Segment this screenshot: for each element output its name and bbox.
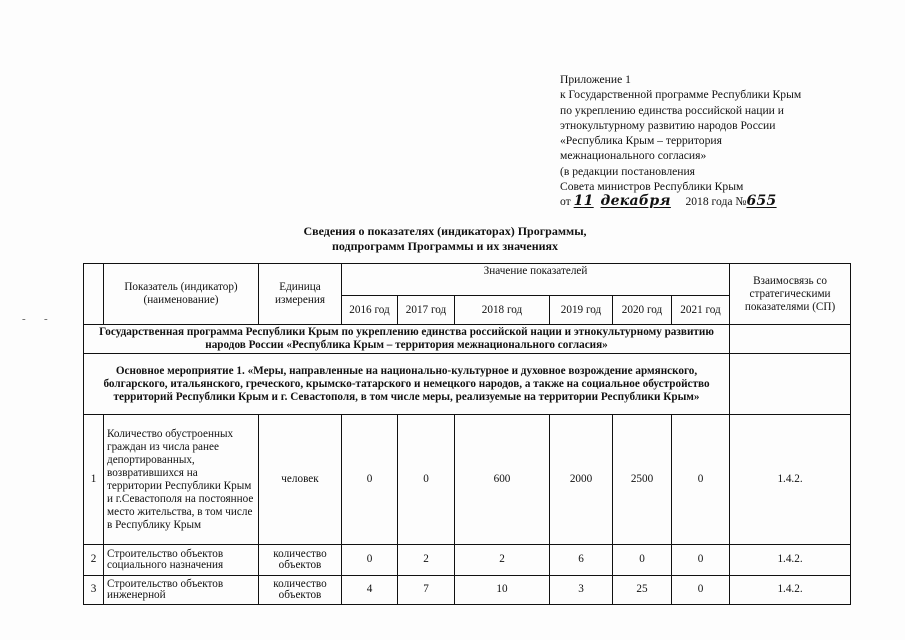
row-unit: человек xyxy=(259,415,342,545)
annex-line: (в редакции постановления xyxy=(560,164,695,178)
table-row xyxy=(84,415,851,545)
annex-line: Совета министров Республики Крым xyxy=(560,180,744,194)
year-header: 2016 год xyxy=(342,296,398,325)
margin-mark: - xyxy=(22,313,26,325)
table-row xyxy=(84,576,851,605)
row-value: 0 xyxy=(342,415,398,545)
header-link: Взаимосвязь со стратегическими показателями (СП) xyxy=(730,264,851,325)
row-link: 1.4.2. xyxy=(730,415,851,545)
header-indicator: Показатель (индикатор) (наименование) xyxy=(104,264,259,325)
annex-block xyxy=(560,72,890,210)
row-value: 0 xyxy=(672,415,730,545)
row-value: 4 xyxy=(342,576,398,605)
header-num-cell xyxy=(84,264,104,325)
row-unit: количество объектов xyxy=(259,545,342,576)
annex-line: межнационального согласия» xyxy=(560,149,707,163)
resolution-date-line xyxy=(560,194,890,209)
row-value: 2500 xyxy=(613,415,672,545)
row-unit: количество объектов xyxy=(259,576,342,605)
row-value: 7 xyxy=(398,576,455,605)
row-indicator-name: Строительство объектов социального назначения xyxy=(104,545,259,576)
row-link: 1.4.2. xyxy=(730,545,851,576)
row-number: 2 xyxy=(84,545,104,576)
annex-line: этнокультурному развитию народов России xyxy=(560,118,776,132)
title-line-2: подпрограмм Программы и их значениях xyxy=(331,238,559,253)
row-value: 25 xyxy=(613,576,672,605)
row-indicator-name: Количество обустроенных граждан из числа ранее депортированных, возвратившихся на территории Республики Крым и г.Севастополя на постоянное место жительства, в том числе в Республику Крым xyxy=(104,415,259,545)
annex-line: Приложение 1 xyxy=(560,73,631,86)
handwritten-month: декабря xyxy=(600,193,671,210)
table-row xyxy=(84,545,851,576)
header-values: Значение показателей xyxy=(342,264,730,296)
event-link-cell xyxy=(730,354,851,415)
annex-line: по укреплению единства российской нации и xyxy=(560,103,784,117)
year-header: 2020 год xyxy=(613,296,672,325)
row-indicator-name: Строительство объектов инженерной xyxy=(104,576,259,605)
title-line-1: Сведения о показателях (индикаторах) Программы, xyxy=(303,224,587,238)
program-row xyxy=(84,325,851,354)
row-value: 6 xyxy=(550,545,613,576)
row-link: 1.4.2. xyxy=(730,576,851,605)
header-unit: Единица измерения xyxy=(259,264,342,325)
program-link-cell xyxy=(730,325,851,354)
row-number: 3 xyxy=(84,576,104,605)
margin-mark: - xyxy=(44,313,48,325)
date-prefix: от xyxy=(560,195,571,209)
document-title xyxy=(190,224,700,253)
row-value: 2000 xyxy=(550,415,613,545)
row-value: 0 xyxy=(398,415,455,545)
annex-line: к Государственной программе Республики Крым xyxy=(560,88,802,102)
row-value: 0 xyxy=(342,545,398,576)
year-header: 2018 год xyxy=(455,296,550,325)
annex-line: «Республика Крым – территория xyxy=(560,134,722,148)
handwritten-doc-number: 655 xyxy=(746,193,777,210)
program-title: Государственная программа Республики Крым по укреплению единства российской нации и этнокультурному развитию народов России «Республика Крым – территория межнационального согласия» xyxy=(84,325,730,354)
row-value: 2 xyxy=(398,545,455,576)
header-row xyxy=(84,264,851,296)
row-value: 10 xyxy=(455,576,550,605)
event-title: Основное мероприятие 1. «Меры, направленные на национально-культурное и духовное возрождение армянского, болгарского, итальянского, греческого, крымско-татарского и немецкого народов, а также на социальное обустройство территорий Республики Крым и г. Севастополя, в том числе меры, реализуемые на территории Республики Крым» xyxy=(84,354,730,415)
indicators-table xyxy=(83,263,851,605)
event-row xyxy=(84,354,851,415)
row-value: 3 xyxy=(550,576,613,605)
handwritten-day: 11 xyxy=(573,193,594,210)
year-header: 2019 год xyxy=(550,296,613,325)
row-value: 600 xyxy=(455,415,550,545)
row-value: 2 xyxy=(455,545,550,576)
date-suffix: 2018 года № xyxy=(685,195,747,209)
year-header: 2021 год xyxy=(672,296,730,325)
row-value: 0 xyxy=(672,545,730,576)
year-header: 2017 год xyxy=(398,296,455,325)
row-value: 0 xyxy=(613,545,672,576)
row-value: 0 xyxy=(672,576,730,605)
row-number: 1 xyxy=(84,415,104,545)
